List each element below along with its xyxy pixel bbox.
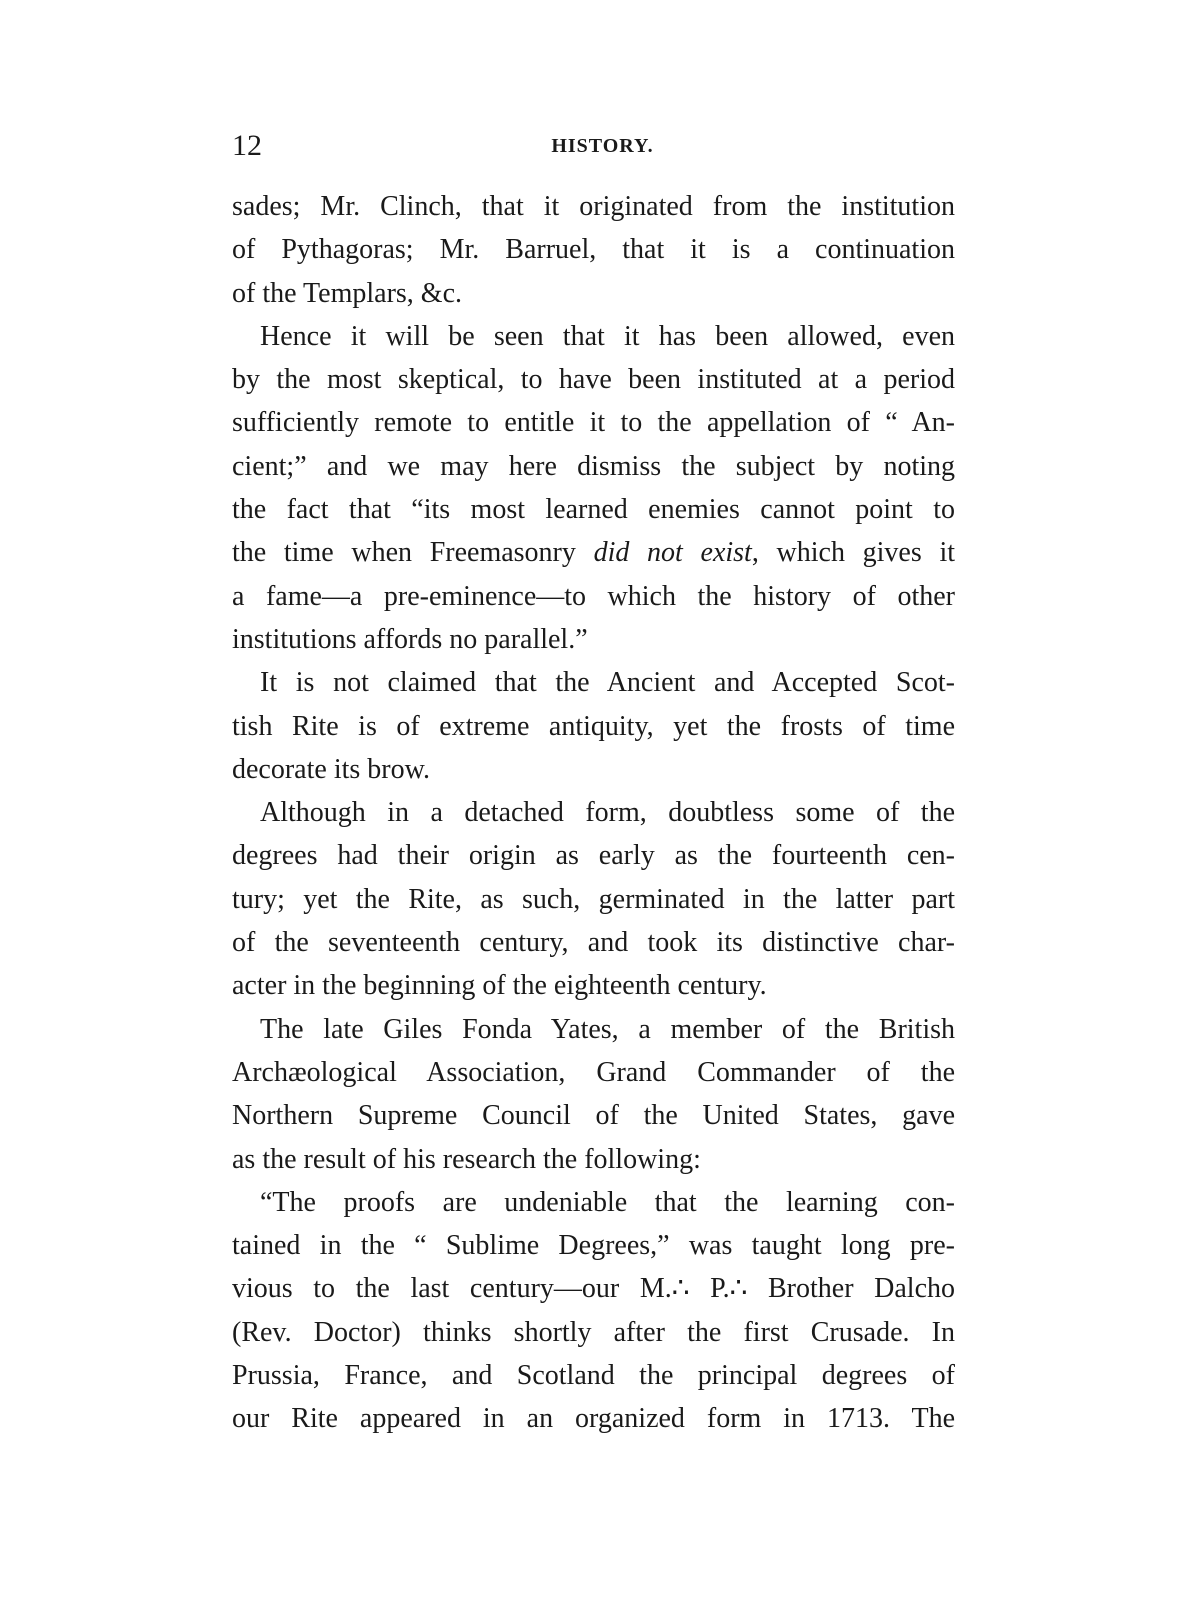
text-line: It is not claimed that the Ancient and Accepted Scot- <box>260 667 955 699</box>
text-line: degrees had their origin as early as the fourteenth cen- <box>232 840 955 872</box>
text-line: The late Giles Fonda Yates, a member of the British <box>260 1013 955 1045</box>
text-line: of Pythagoras; Mr. Barruel, that it is a continuation <box>232 234 955 266</box>
text-line: tury; yet the Rite, as such, germinated in the latter part <box>232 883 955 915</box>
text-line-with-italic: the time when Freemasonry did not exist, which gives it <box>232 537 956 569</box>
text-line: the fact that “its most learned enemies cannot point to <box>232 494 955 526</box>
text-line: Hence it will be seen that it has been allowed, even <box>260 320 955 352</box>
text-line: Although in a detached form, doubtless some of the <box>260 797 955 829</box>
text-line: acter in the beginning of the eighteenth century. <box>232 970 767 1002</box>
text-line: sufficiently remote to entitle it to the appellation of “ An- <box>232 407 955 439</box>
text-line: (Rev. Doctor) thinks shortly after the first Crusade. In <box>232 1316 955 1348</box>
text-line: “The proofs are undeniable that the learning con- <box>260 1186 955 1218</box>
text-line: Prussia, France, and Scotland the principal degrees of <box>232 1360 955 1392</box>
text-line: cient;” and we may here dismiss the subject by noting <box>232 450 955 482</box>
running-head <box>232 128 955 164</box>
text-line: tained in the “ Sublime Degrees,” was taught long pre- <box>232 1230 955 1262</box>
text-line: a fame—a pre-eminence—to which the history of other <box>232 580 955 612</box>
text-line: Northern Supreme Council of the United States, gave <box>232 1100 955 1132</box>
text-line: sades; Mr. Clinch, that it originated from the institution <box>232 191 955 222</box>
text-line: vious to the last century—our M.∴ P.∴ Brother Dalcho <box>232 1273 955 1305</box>
text-line: of the seventeenth century, and took its distinctive char- <box>232 927 955 959</box>
text-line: institutions affords no parallel.” <box>232 623 588 655</box>
text-line: by the most skeptical, to have been instituted at a period <box>232 364 955 396</box>
text-line: of the Templars, &c. <box>232 277 463 309</box>
running-title: HISTORY. <box>551 135 654 157</box>
italic-emphasis: did not exist <box>593 537 752 569</box>
text-line: as the result of his research the following: <box>232 1143 701 1175</box>
text-line: tish Rite is of extreme antiquity, yet the frosts of time <box>232 710 955 742</box>
text-line: decorate its brow. <box>232 753 430 785</box>
text-line: our Rite appeared in an organized form in 1713. The <box>232 1403 955 1435</box>
body-text <box>232 185 955 1441</box>
page-number: 12 <box>232 129 262 162</box>
text-line: Archæological Association, Grand Commander of the <box>232 1056 955 1088</box>
